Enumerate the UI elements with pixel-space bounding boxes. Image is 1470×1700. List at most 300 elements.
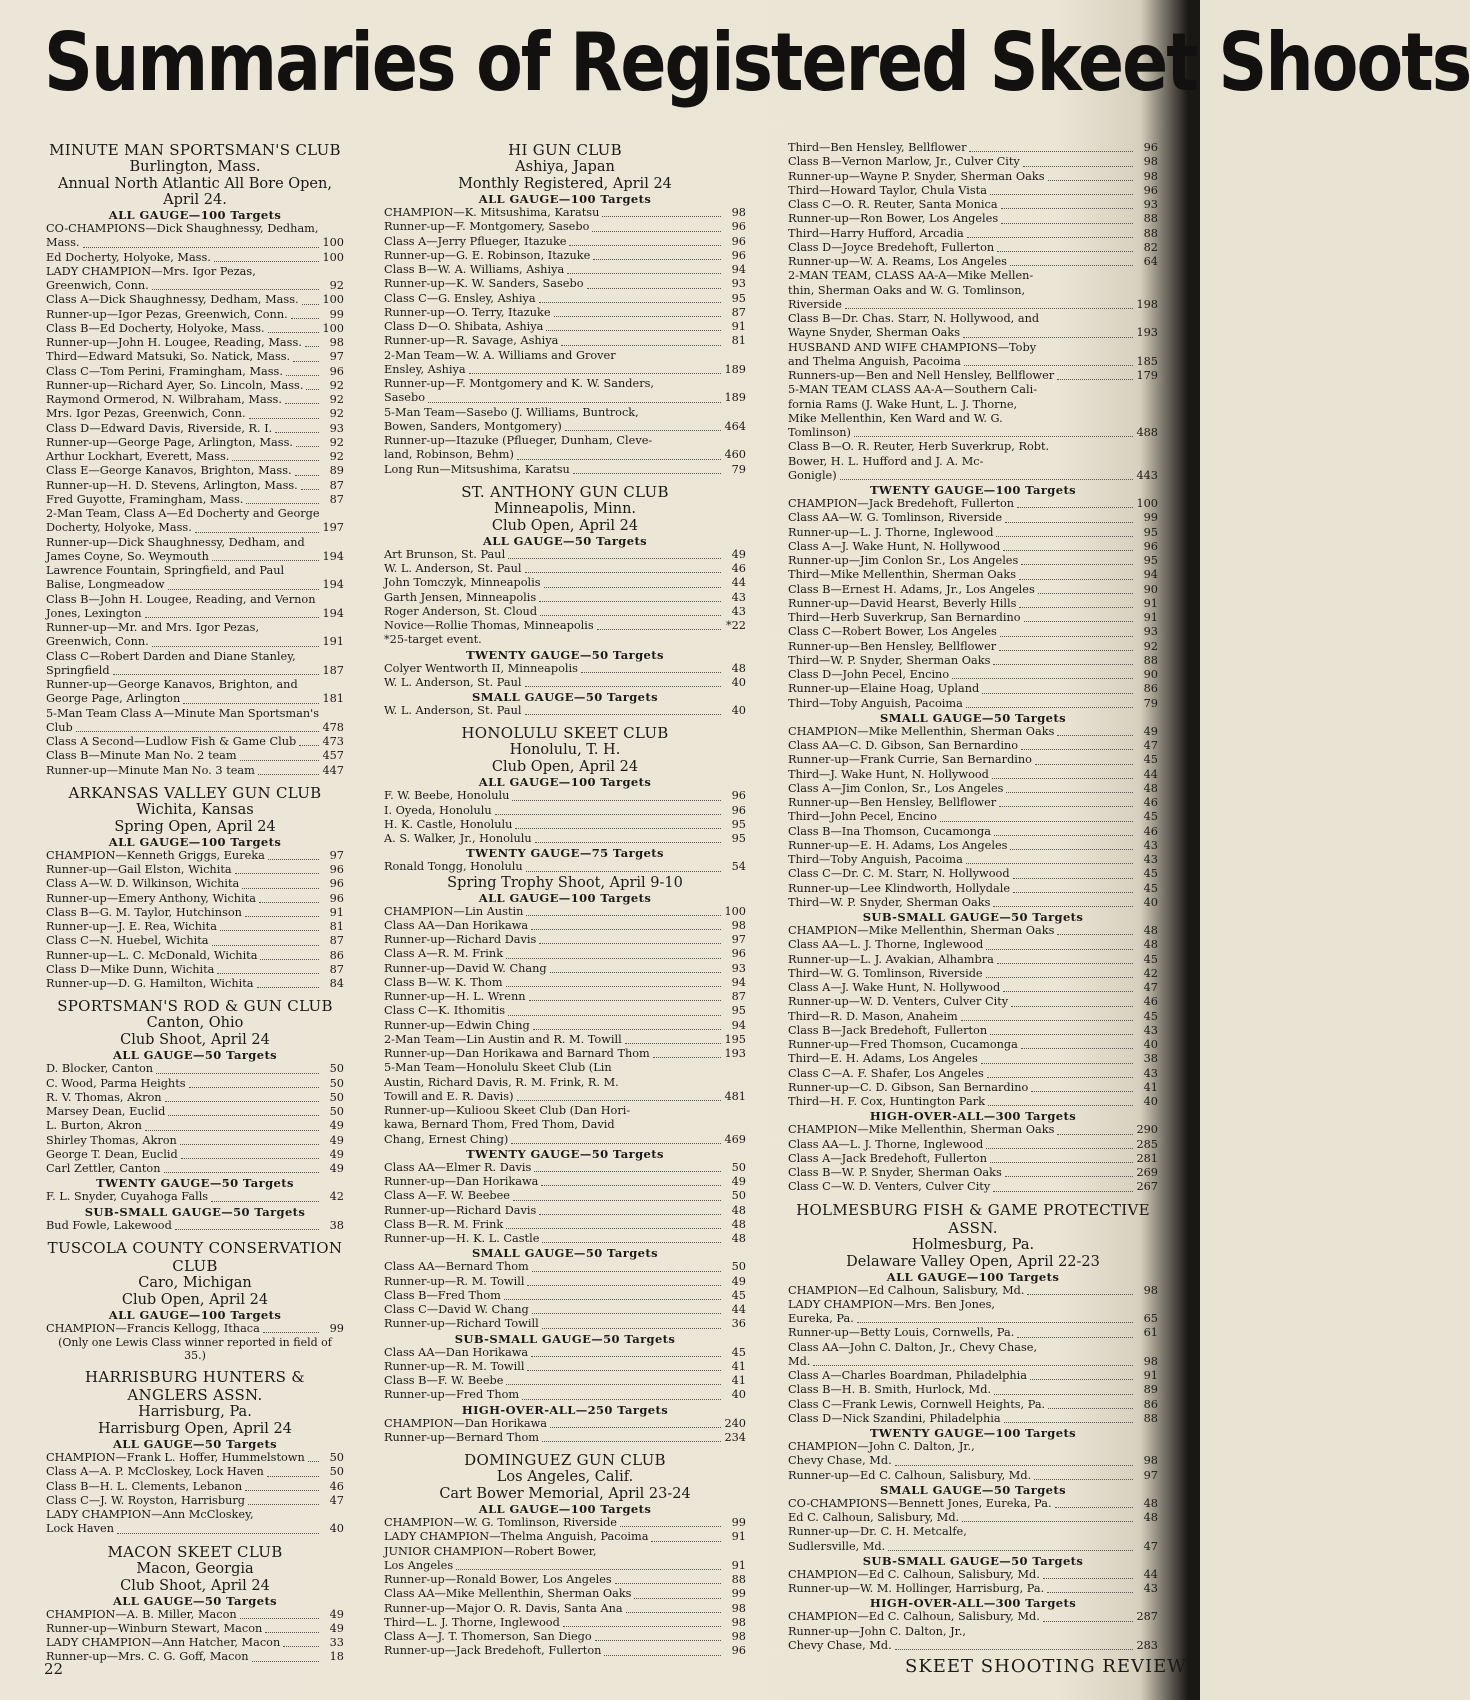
result-row — [788, 1369, 1158, 1383]
result-row — [788, 155, 1158, 169]
result-score: 38 — [1143, 1052, 1158, 1066]
result-score: 100 — [1136, 497, 1158, 510]
result-score: 45 — [1143, 1009, 1158, 1023]
result-text: Chevy Chase, Md. — [788, 1454, 892, 1468]
result-score: 50 — [731, 1189, 746, 1203]
leader-dots — [525, 714, 722, 715]
result-text: Md. — [788, 1354, 811, 1368]
result-score: 49 — [329, 1607, 344, 1621]
gauge-heading: ALL GAUGE—50 Targets — [112, 1437, 278, 1451]
result-row — [46, 350, 344, 364]
result-score: 47 — [1143, 1539, 1158, 1553]
leader-dots — [587, 288, 721, 289]
leader-dots — [966, 707, 1133, 708]
result-score: 87 — [329, 478, 344, 492]
leader-dots — [306, 389, 319, 390]
result-row — [46, 1091, 344, 1105]
result-text: L. Burton, Akron — [46, 1119, 142, 1133]
leader-dots — [301, 489, 319, 490]
leader-dots — [542, 1441, 721, 1442]
result-row — [384, 1019, 746, 1033]
leader-dots — [993, 906, 1133, 907]
result-text: Chevy Chase, Md. — [788, 1638, 892, 1652]
result-row — [788, 924, 1158, 938]
result-row — [46, 279, 344, 293]
result-score: 50 — [329, 1062, 344, 1076]
leader-dots — [305, 346, 319, 347]
event-title: Club Open, April 24 — [491, 517, 639, 534]
result-score: 91 — [329, 905, 344, 919]
leader-dots — [542, 1242, 721, 1243]
gauge-heading: SMALL GAUGE—50 Targets — [880, 1482, 1066, 1497]
result-text: Class B—Ina Thomson, Cucamonga — [788, 824, 991, 838]
result-text: Tomlinson) — [788, 426, 851, 439]
result-row — [788, 1639, 1158, 1653]
result-text: Runner-up—Richard Towill — [384, 1317, 539, 1331]
result-text: Sasebo — [384, 391, 425, 405]
result-row — [46, 664, 344, 678]
result-row — [46, 578, 344, 592]
result-score: 93 — [731, 961, 746, 975]
leader-dots — [994, 1394, 1133, 1395]
result-row — [384, 1388, 746, 1402]
gauge-heading: SMALL GAUGE—50 Targets — [472, 1246, 658, 1261]
result-score: 49 — [329, 1162, 344, 1175]
result-text: Runner-up—Ron Bower, Los Angeles — [788, 212, 999, 226]
result-score: 96 — [1143, 183, 1158, 197]
result-row — [46, 906, 344, 920]
result-score: 89 — [1143, 1383, 1158, 1397]
result-text: Art Brunson, St. Paul — [384, 547, 506, 561]
result-row — [788, 511, 1158, 525]
event-title: Annual North Atlantic All Bore Open, — [58, 176, 332, 192]
result-row — [46, 1650, 344, 1664]
result-row — [384, 1218, 746, 1232]
result-row — [384, 1431, 746, 1445]
event-title: Cart Bower Memorial, April 23-24 — [439, 1486, 691, 1502]
result-score: 179 — [1136, 369, 1158, 382]
result-score: 81 — [329, 920, 344, 933]
result-score: 95 — [731, 291, 746, 305]
result-row — [46, 393, 344, 407]
result-text: CHAMPION—Ed C. Calhoun, Salisbury, Md. — [788, 1610, 1040, 1624]
result-score: 87 — [329, 962, 344, 976]
result-score: 98 — [731, 1615, 746, 1629]
gauge-heading: ALL GAUGE—100 Targets — [108, 1307, 282, 1322]
result-score: 92 — [1143, 639, 1158, 653]
result-score: 94 — [731, 1018, 746, 1032]
page-number: 22 — [44, 1660, 64, 1678]
result-score: 88 — [1143, 212, 1158, 226]
result-row — [46, 422, 344, 436]
result-row — [46, 1480, 344, 1494]
result-text: Mass. — [46, 236, 80, 250]
result-score: 97 — [329, 350, 344, 364]
result-row — [788, 839, 1158, 853]
result-text: Gonigle) — [788, 468, 837, 482]
result-score: 40 — [731, 1388, 746, 1402]
leader-dots — [235, 873, 319, 874]
leader-dots — [1030, 1379, 1133, 1380]
result-row — [46, 379, 344, 393]
result-score: 48 — [1143, 1511, 1158, 1524]
result-text: LADY CHAMPION—Mrs. Ben Jones, — [788, 1297, 995, 1311]
result-row — [788, 1081, 1158, 1095]
result-row — [788, 355, 1158, 369]
leader-dots — [308, 1461, 319, 1462]
result-row — [788, 212, 1158, 226]
result-score: 47 — [1143, 739, 1158, 752]
result-row — [46, 236, 344, 250]
result-text: Class AA—L. J. Thorne, Inglewood — [788, 1137, 984, 1151]
result-row — [384, 804, 746, 818]
leader-dots — [994, 835, 1133, 836]
result-row — [788, 1284, 1158, 1298]
leader-dots — [268, 859, 319, 860]
club-name: HOLMESBURG FISH & GAME PROTECTIVE ASSN. — [796, 1200, 1150, 1237]
result-text: Runner-up—R. Savage, Ashiya — [384, 334, 559, 348]
event-title: Club Open, April 24 — [491, 759, 639, 776]
leader-dots — [993, 1191, 1133, 1192]
result-text: LADY CHAMPION—Ann McCloskey, — [46, 1508, 254, 1521]
event-title: Spring Open, April 24 — [114, 818, 276, 835]
result-score: 95 — [1143, 525, 1158, 539]
result-score: 54 — [731, 860, 746, 874]
result-text: Class C—Dr. C. M. Starr, N. Hollywood — [788, 867, 1010, 881]
result-text: 2-Man Team, Class A—Ed Docherty and George — [46, 507, 320, 520]
result-row — [46, 1062, 344, 1076]
leader-dots — [1004, 1422, 1133, 1423]
result-text: Class B—W. A. Williams, Ashiya — [384, 263, 565, 276]
leader-dots — [296, 446, 319, 447]
result-score: 46 — [1143, 995, 1158, 1009]
result-score: 88 — [1143, 1411, 1158, 1425]
result-score: 447 — [322, 763, 344, 777]
result-text: 5-Man Team Class A—Minute Man Sportsman's — [46, 706, 320, 720]
result-score: 91 — [731, 1530, 746, 1544]
club-name: HI GUN CLUB — [508, 141, 622, 159]
result-text: Fred Guyotte, Framingham, Mass. — [46, 492, 244, 506]
result-text: Lock Haven — [46, 1522, 114, 1536]
result-score: 87 — [329, 492, 344, 506]
result-text: George T. Dean, Euclid — [46, 1147, 178, 1161]
leader-dots — [249, 418, 319, 419]
result-row — [46, 1622, 344, 1636]
leader-dots — [513, 1200, 721, 1201]
leader-dots — [532, 1313, 721, 1314]
result-row — [788, 825, 1158, 839]
result-text: Class D—Nick Szandini, Philadelphia — [788, 1411, 1001, 1425]
result-row — [788, 298, 1158, 312]
result-score: 92 — [329, 450, 344, 463]
result-text: Runner-up—Emery Anthony, Wichita — [46, 891, 256, 905]
leader-dots — [593, 259, 721, 260]
leader-dots — [990, 194, 1133, 195]
result-score: 41 — [731, 1374, 746, 1387]
gauge-heading: HIGH-OVER-ALL—300 Targets — [869, 1109, 1077, 1124]
result-text: Third—W. P. Snyder, Sherman Oaks — [788, 653, 991, 667]
result-score: 49 — [329, 1133, 344, 1147]
result-row — [46, 493, 344, 507]
result-score: 283 — [1136, 1638, 1158, 1652]
gauge-heading: SUB-SMALL GAUGE—50 Targets — [862, 1553, 1084, 1568]
result-row — [788, 995, 1158, 1009]
result-score: 91 — [1143, 1369, 1158, 1382]
result-score: 98 — [329, 336, 344, 349]
leader-dots — [581, 672, 721, 673]
result-text: Third—H. F. Cox, Huntington Park — [788, 1095, 985, 1108]
result-row — [788, 1412, 1158, 1426]
result-text: Club — [46, 720, 73, 734]
result-score: 48 — [731, 1203, 746, 1217]
result-row — [384, 704, 746, 718]
gauge-heading: ALL GAUGE—50 Targets — [112, 1048, 278, 1063]
gauge-heading: ALL GAUGE—100 Targets — [478, 192, 652, 206]
result-score: 88 — [731, 1573, 746, 1586]
result-score: 96 — [329, 364, 344, 378]
leader-dots — [495, 814, 721, 815]
result-row — [788, 611, 1158, 625]
result-text: Runner-up—Frank Currie, San Bernardino — [788, 753, 1032, 767]
result-score: 98 — [731, 1630, 746, 1643]
club-location: Burlington, Mass. — [129, 159, 261, 175]
result-text: Class D—John Pecel, Encino — [788, 668, 950, 681]
result-text: Runner-up—Richard Ayer, So. Lincoln, Mass. — [46, 378, 304, 392]
result-row — [788, 1052, 1158, 1066]
result-text: Roger Anderson, St. Cloud — [384, 604, 538, 618]
result-text: Runner-up—L. C. McDonald, Wichita — [46, 948, 258, 962]
result-text: F. L. Snyder, Cuyahoga Falls — [46, 1190, 209, 1204]
result-score: 36 — [731, 1317, 746, 1331]
club-name: TUSCOLA COUNTY CONSERVATION CLUB — [47, 1238, 343, 1275]
leader-dots — [302, 304, 319, 305]
leader-dots — [526, 871, 721, 872]
result-row — [788, 867, 1158, 881]
result-text: CHAMPION—W. G. Tomlinson, Riverside — [384, 1516, 617, 1529]
result-row — [788, 1312, 1158, 1326]
result-text: Runner-up—Jim Conlon Sr., Los Angeles — [788, 554, 1019, 567]
result-score: 50 — [731, 1160, 746, 1174]
result-row — [788, 1568, 1158, 1582]
result-score: 44 — [731, 1303, 746, 1316]
leader-dots — [634, 1598, 721, 1599]
leader-dots — [527, 1370, 721, 1371]
result-score: 43 — [1143, 853, 1158, 866]
leader-dots — [533, 1029, 721, 1030]
result-score: 46 — [731, 562, 746, 575]
result-text: 2-Man Team—Lin Austin and R. M. Towill — [384, 1032, 622, 1046]
result-text: Third—R. D. Mason, Anaheim — [788, 1009, 958, 1023]
result-text: Runner-up—Ed C. Calhoun, Salisbury, Md. — [788, 1468, 1032, 1482]
result-row — [788, 1010, 1158, 1024]
result-row — [384, 249, 746, 263]
club-location: Honolulu, T. H. — [509, 742, 621, 759]
result-text: Class C—O. R. Reuter, Santa Monica — [788, 198, 998, 211]
result-text: Class B—H. B. Smith, Hurlock, Md. — [788, 1383, 992, 1397]
result-row — [788, 1469, 1158, 1483]
leader-dots — [1023, 166, 1133, 167]
result-row — [788, 241, 1158, 255]
leader-dots — [469, 373, 721, 374]
club-section — [788, 1201, 1158, 1654]
leader-dots — [1000, 636, 1133, 637]
result-text: Runner-up—L. J. Avakian, Alhambra — [788, 952, 994, 966]
result-text: Class C—Tom Perini, Framingham, Mass. — [46, 364, 283, 378]
result-score: 40 — [329, 1522, 344, 1536]
leader-dots — [117, 1533, 319, 1534]
result-text: Third—Toby Anguish, Pacoima — [788, 853, 963, 866]
result-score: 50 — [731, 1260, 746, 1274]
leader-dots — [506, 1384, 721, 1385]
result-score: 44 — [731, 576, 746, 590]
result-score: 50 — [329, 1076, 344, 1090]
leader-dots — [517, 1100, 721, 1101]
result-text: CHAMPION—Mike Mellenthin, Sherman Oaks — [788, 1123, 1055, 1137]
leader-dots — [1010, 265, 1133, 266]
result-score: 40 — [731, 704, 746, 717]
result-text: W. L. Anderson, St. Paul — [384, 562, 522, 575]
result-text: Raymond Ormerod, N. Wilbraham, Mass. — [46, 393, 282, 406]
result-text: Ed Docherty, Holyoke, Mass. — [46, 250, 211, 264]
result-text: Sudlersville, Md. — [788, 1539, 886, 1553]
leader-dots — [245, 1490, 319, 1491]
result-score: 88 — [1143, 653, 1158, 667]
result-text: Class C—David W. Chang — [384, 1303, 529, 1316]
result-row — [46, 1522, 344, 1536]
leader-dots — [1005, 1176, 1133, 1177]
gauge-heading: SUB-SMALL GAUGE—50 Targets — [454, 1331, 676, 1346]
result-score: 269 — [1136, 1166, 1158, 1179]
result-score: 197 — [322, 521, 344, 535]
leader-dots — [265, 1632, 319, 1633]
result-row — [46, 365, 344, 379]
result-score: 100 — [724, 904, 746, 918]
result-text: Balise, Longmeadow — [46, 578, 165, 592]
leader-dots — [999, 650, 1133, 651]
result-score: 187 — [322, 663, 344, 677]
result-score: 46 — [1143, 824, 1158, 838]
result-score: 43 — [731, 590, 746, 604]
result-score: 40 — [1143, 895, 1158, 909]
result-text: Springfield — [46, 663, 110, 677]
result-score: 99 — [731, 1587, 746, 1601]
result-score: 45 — [1143, 810, 1158, 824]
leader-dots — [181, 1158, 319, 1159]
result-score: 97 — [329, 848, 344, 862]
result-text: Class E—George Kanavos, Brighton, Mass. — [46, 464, 292, 478]
event-title: Club Shoot, April 24 — [120, 1577, 270, 1594]
event-title: Monthly Registered, April 24 — [458, 176, 672, 192]
result-score: 89 — [329, 464, 344, 478]
result-text: A. S. Walker, Jr., Honolulu — [384, 832, 532, 845]
gauge-heading: TWENTY GAUGE—100 Targets — [869, 1426, 1077, 1440]
result-text: W. L. Anderson, St. Paul — [384, 704, 522, 717]
result-row — [788, 141, 1158, 155]
result-text: Runner-up—Gail Elston, Wichita — [46, 863, 232, 876]
result-score: 100 — [322, 236, 344, 250]
result-text: Bowen, Sanders, Montgomery) — [384, 419, 562, 433]
leader-dots — [260, 959, 319, 960]
result-row — [384, 1417, 746, 1431]
result-row — [788, 981, 1158, 995]
result-text: Runner-up—Mr. and Mrs. Igor Pezas, — [46, 621, 260, 634]
leader-dots — [508, 558, 721, 559]
gauge-heading: ALL GAUGE—100 Targets — [108, 834, 282, 849]
result-row — [384, 818, 746, 832]
result-text: Class A—J. Wake Hunt, N. Hollywood — [788, 981, 1001, 994]
result-score: 87 — [329, 934, 344, 948]
gauge-heading: ALL GAUGE—50 Targets — [112, 1593, 278, 1608]
result-text: CHAMPION—Mike Mellenthin, Sherman Oaks — [788, 724, 1055, 738]
result-text: Runners-up—Ben and Nell Hensley, Bellflower — [788, 369, 1055, 382]
result-text: Ensley, Ashiya — [384, 362, 466, 376]
result-score: 48 — [731, 661, 746, 675]
result-score: 40 — [731, 675, 746, 689]
leader-dots — [1017, 1337, 1133, 1338]
result-text: CHAMPION—Frank L. Hoffer, Hummelstown — [46, 1451, 305, 1464]
result-text: Bud Fowle, Lakewood — [46, 1218, 172, 1232]
result-text: Class A—Dick Shaughnessy, Dedham, Mass. — [46, 293, 299, 307]
result-row — [788, 255, 1158, 269]
result-row — [384, 962, 746, 976]
result-score: 44 — [1143, 767, 1158, 781]
result-row — [46, 1494, 344, 1508]
result-row — [384, 789, 746, 803]
result-row — [46, 407, 344, 421]
leader-dots — [525, 572, 722, 573]
leader-dots — [517, 459, 721, 460]
leader-dots — [515, 828, 721, 829]
leader-dots — [546, 330, 721, 331]
result-text: Colyer Wentworth II, Minneapolis — [384, 661, 578, 675]
result-row — [46, 963, 344, 977]
result-score: 90 — [1143, 582, 1158, 596]
leader-dots — [165, 1101, 319, 1102]
result-score: 98 — [1143, 155, 1158, 169]
result-row — [384, 334, 746, 348]
leader-dots — [986, 949, 1133, 950]
result-text: Class B—Vernon Marlow, Jr., Culver City — [788, 155, 1020, 169]
result-row — [788, 1355, 1158, 1369]
leader-dots — [1035, 764, 1133, 765]
result-text: Mike Mellenthin, Ken Ward and W. G. — [788, 411, 1003, 425]
result-row — [46, 692, 344, 706]
result-row — [384, 1374, 746, 1388]
club-section — [46, 1543, 344, 1665]
result-text: Towill and E. R. Davis) — [384, 1089, 514, 1103]
result-score: 87 — [731, 990, 746, 1003]
leader-dots — [1021, 564, 1133, 565]
result-text: Class C—J. W. Royston, Harrisburg — [46, 1493, 245, 1507]
leader-dots — [563, 1626, 721, 1627]
leader-dots — [967, 237, 1133, 238]
result-text: Third—Harry Hufford, Arcadia — [788, 226, 964, 240]
result-row — [788, 725, 1158, 739]
leader-dots — [246, 503, 319, 504]
result-row — [788, 583, 1158, 597]
gauge-heading: SMALL GAUGE—50 Targets — [472, 690, 658, 704]
result-score: 97 — [731, 933, 746, 946]
result-row — [46, 464, 344, 478]
club-section — [46, 997, 344, 1233]
leader-dots — [263, 1332, 319, 1333]
result-score: 50 — [329, 1090, 344, 1104]
leader-dots — [964, 365, 1133, 366]
result-score: 49 — [329, 1621, 344, 1635]
result-text: Runner-up—D. G. Hamilton, Wichita — [46, 977, 254, 990]
leader-dots — [1027, 1294, 1133, 1295]
result-score: 49 — [329, 1147, 344, 1161]
